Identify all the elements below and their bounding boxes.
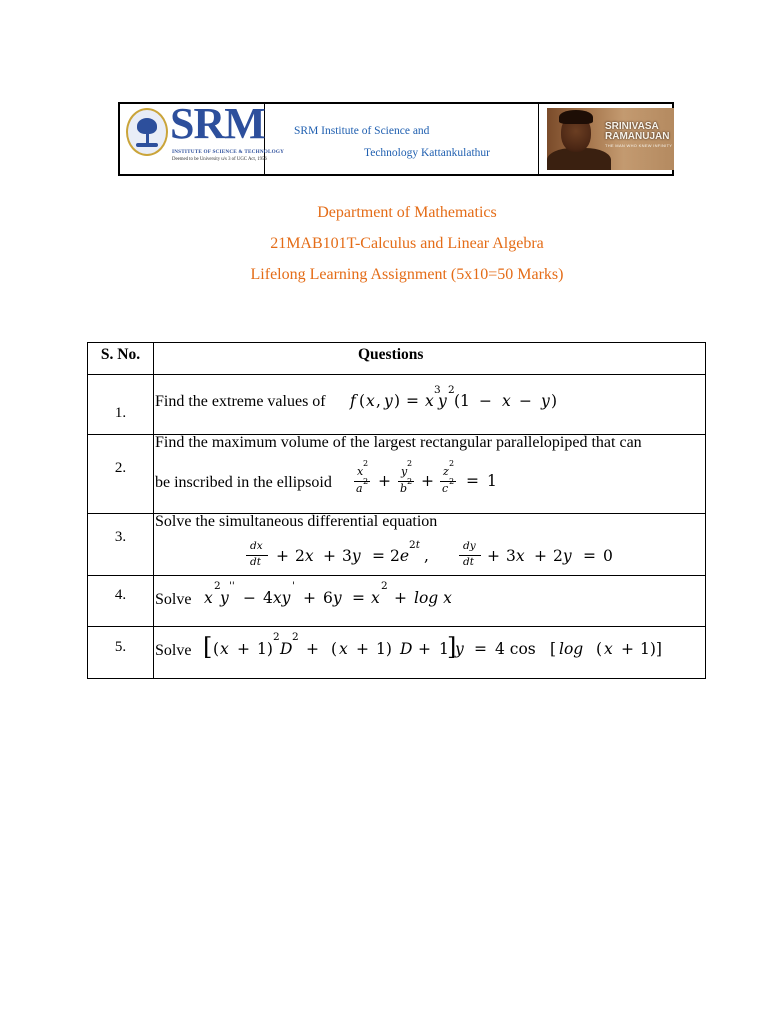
question-formula: [ ( x + 1) 2 D 2 + ( x + 1) D + 1 ] y = 4 cos [ log ( x + 1)]: [203, 631, 662, 661]
sno-header: S. No.: [100, 346, 141, 363]
row-number: 3.: [114, 529, 127, 545]
question-text: Solve the simultaneous differential equation: [155, 513, 438, 530]
question-formula: dx dt + 2x + 3y = 2e 2t , dy dt + 3x + 2y = 0: [246, 539, 626, 575]
header-table: [118, 99, 674, 176]
institute-name: [266, 104, 539, 174]
srm-logo: [120, 99, 285, 174]
portrait-image: [547, 108, 674, 170]
question-text: Solve: [155, 591, 192, 608]
portrait-name-2: RAMANUJAN: [605, 131, 670, 142]
institute-line-1: SRM Institute of Science and: [294, 125, 430, 137]
row-number: 5.: [114, 639, 127, 655]
ramanujan-portrait: [540, 104, 672, 174]
row-number: 4.: [114, 587, 127, 603]
srm-wordmark: SRM: [170, 99, 265, 148]
questions-header: Questions: [358, 346, 424, 363]
assignment-title: Lifelong Learning Assignment (5x10=50 Marks): [250, 266, 564, 283]
srm-emblem-icon: [126, 108, 168, 156]
institute-line-2: Technology Kattankulathur: [364, 147, 490, 159]
question-formula: f ( x , y ) = x 3 y 2 (1 − x − y ): [350, 384, 558, 410]
question-formula: x 2 y '' − 4xy ' + 6y = x 2 + log x: [204, 580, 452, 607]
question-text: Solve: [155, 642, 192, 659]
row-number: 1.: [114, 405, 127, 421]
question-text: Find the extreme values of: [155, 393, 326, 410]
question-text-line-2: be inscribed in the ellipsoid: [155, 474, 332, 491]
question-text-line-1: Find the maximum volume of the largest rectangular parallelopiped that can: [155, 434, 642, 451]
department-title: Department of Mathematics: [317, 204, 497, 221]
questions-table: [87, 342, 706, 679]
question-formula: x 2 a 2 + y 2 b 2 + z 2 c 2 = 1: [356, 459, 497, 495]
srm-subline: Deemed to be University u/s 3 of UGC Act, 1956: [172, 157, 267, 162]
srm-tagline: INSTITUTE OF SCIENCE & TECHNOLOGY: [172, 149, 285, 155]
row-number: 2.: [114, 460, 127, 476]
portrait-name-1: SRINIVASA: [605, 121, 659, 132]
course-title: 21MAB101T-Calculus and Linear Algebra: [270, 235, 544, 252]
portrait-caption: THE MAN WHO KNEW INFINITY: [605, 143, 673, 148]
